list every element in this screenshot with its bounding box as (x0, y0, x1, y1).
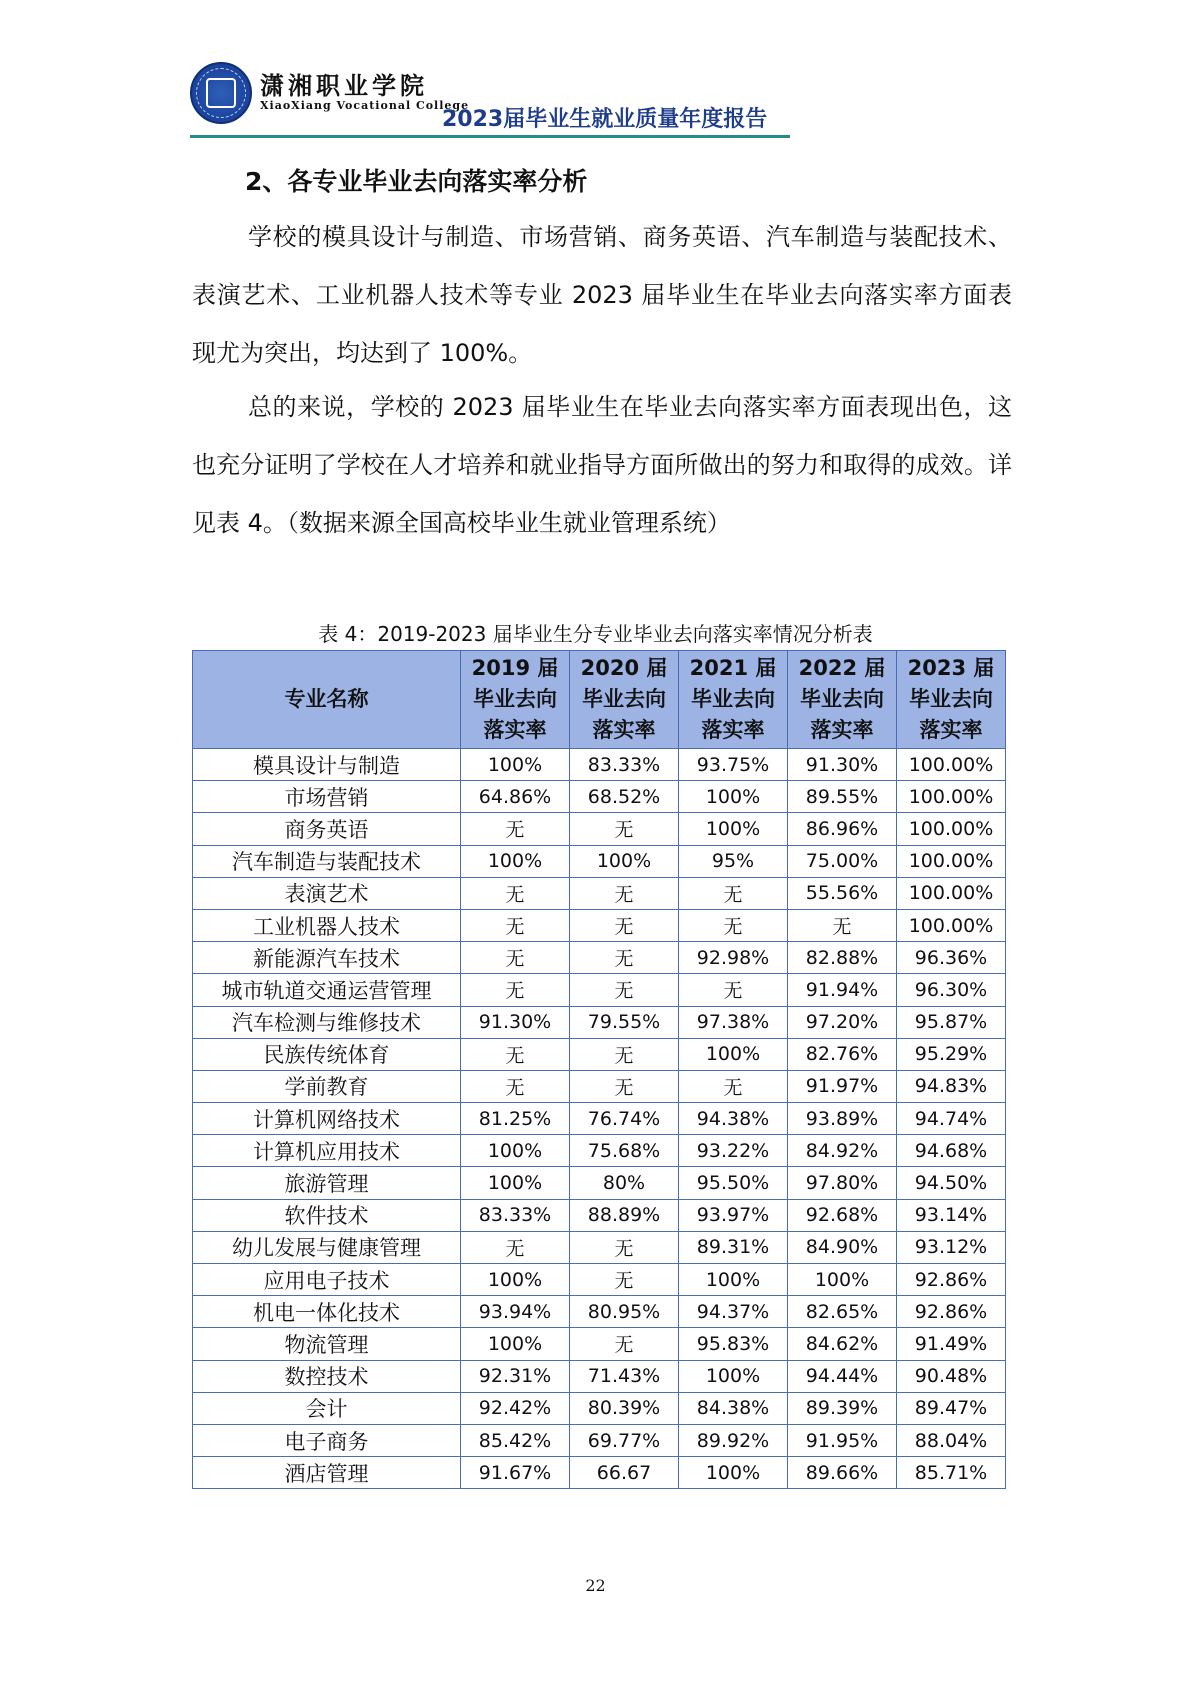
header-2020: 2020 届毕业去向落实率 (570, 651, 679, 749)
rate-cell: 95.83% (679, 1328, 788, 1360)
rate-cell: 94.37% (679, 1296, 788, 1328)
table-row (193, 781, 1006, 813)
rate-cell: 无 (570, 1038, 679, 1070)
table-row (193, 1006, 1006, 1038)
rate-cell: 94.74% (897, 1103, 1006, 1135)
major-name-cell: 民族传统体育 (193, 1038, 461, 1070)
table-row (193, 1264, 1006, 1296)
table-row (193, 749, 1006, 781)
table-row (193, 1135, 1006, 1167)
page-header (190, 58, 790, 138)
rate-cell: 100.00% (897, 877, 1006, 909)
rate-cell: 92.68% (788, 1199, 897, 1231)
table-row (193, 1360, 1006, 1392)
rate-cell: 91.94% (788, 974, 897, 1006)
rate-cell: 89.55% (788, 781, 897, 813)
rate-cell: 100.00% (897, 749, 1006, 781)
rate-cell: 76.74% (570, 1103, 679, 1135)
major-name-cell: 城市轨道交通运营管理 (193, 974, 461, 1006)
paragraph-1: 学校的模具设计与制造、市场营销、商务英语、汽车制造与装配技术、表演艺术、工业机器人技术等专业 2023 届毕业生在毕业去向落实率方面表现尤为突出，均达到了 100%。 (192, 223, 1012, 367)
rate-cell: 81.25% (461, 1103, 570, 1135)
rate-cell: 92.98% (679, 942, 788, 974)
rate-cell: 75.68% (570, 1135, 679, 1167)
rate-cell: 93.75% (679, 749, 788, 781)
rate-cell: 91.30% (788, 749, 897, 781)
college-logo-icon (190, 62, 252, 124)
rate-cell: 无 (570, 1264, 679, 1296)
rate-cell: 100% (461, 1264, 570, 1296)
school-name-cn: 潇湘职业学院 (260, 71, 428, 100)
rate-cell: 91.97% (788, 1070, 897, 1102)
paragraph-2: 总的来说，学校的 2023 届毕业生在毕业去向落实率方面表现出色，这也充分证明了学校在人才培养和就业指导方面所做出的努力和取得的成效。详见表 4。（数据来源全国高校毕业生就业管理系统） (192, 393, 1012, 537)
rate-cell: 68.52% (570, 781, 679, 813)
rate-cell: 66.67 (570, 1457, 679, 1489)
rate-cell: 84.90% (788, 1231, 897, 1263)
rate-cell: 89.31% (679, 1231, 788, 1263)
rate-cell: 无 (679, 974, 788, 1006)
rate-cell: 82.76% (788, 1038, 897, 1070)
table-row (193, 1231, 1006, 1263)
rate-cell: 83.33% (461, 1199, 570, 1231)
table-row (193, 845, 1006, 877)
rate-cell: 69.77% (570, 1424, 679, 1456)
table-row (193, 1457, 1006, 1489)
table-row (193, 1103, 1006, 1135)
rate-cell: 55.56% (788, 877, 897, 909)
major-name-cell: 工业机器人技术 (193, 909, 461, 941)
rate-cell: 无 (679, 1070, 788, 1102)
table-caption: 表 4：2019-2023 届毕业生分专业毕业去向落实率情况分析表 (318, 622, 873, 646)
major-name-cell: 计算机网络技术 (193, 1103, 461, 1135)
major-name-cell: 旅游管理 (193, 1167, 461, 1199)
rate-cell: 92.86% (897, 1296, 1006, 1328)
rate-cell: 92.31% (461, 1360, 570, 1392)
rate-cell: 无 (461, 909, 570, 941)
rate-cell: 无 (788, 909, 897, 941)
rate-cell: 无 (570, 909, 679, 941)
rate-cell: 97.20% (788, 1006, 897, 1038)
rate-cell: 无 (570, 1328, 679, 1360)
rate-cell: 75.00% (788, 845, 897, 877)
school-name-en: XiaoXiang Vocational College (260, 99, 470, 112)
header-2019: 2019 届毕业去向落实率 (461, 651, 570, 749)
rate-cell: 无 (461, 813, 570, 845)
major-name-cell: 幼儿发展与健康管理 (193, 1231, 461, 1263)
rate-cell: 无 (570, 974, 679, 1006)
rate-cell: 93.97% (679, 1199, 788, 1231)
rate-cell: 95.87% (897, 1006, 1006, 1038)
rate-cell: 无 (570, 942, 679, 974)
rate-cell: 无 (461, 1038, 570, 1070)
table-row (193, 1296, 1006, 1328)
major-name-cell: 酒店管理 (193, 1457, 461, 1489)
rate-cell: 97.38% (679, 1006, 788, 1038)
table-row (193, 974, 1006, 1006)
rate-cell: 94.68% (897, 1135, 1006, 1167)
rate-cell: 无 (461, 974, 570, 1006)
header-2022: 2022 届毕业去向落实率 (788, 651, 897, 749)
rate-cell: 89.47% (897, 1392, 1006, 1424)
major-name-cell: 市场营销 (193, 781, 461, 813)
header-2023: 2023 届毕业去向落实率 (897, 651, 1006, 749)
table-row (193, 1392, 1006, 1424)
rate-cell: 71.43% (570, 1360, 679, 1392)
rate-cell: 94.83% (897, 1070, 1006, 1102)
rate-cell: 89.39% (788, 1392, 897, 1424)
major-name-cell: 计算机应用技术 (193, 1135, 461, 1167)
rate-cell: 无 (461, 1070, 570, 1102)
rate-cell: 85.71% (897, 1457, 1006, 1489)
major-name-cell: 模具设计与制造 (193, 749, 461, 781)
rate-cell: 无 (570, 877, 679, 909)
table-row (193, 1424, 1006, 1456)
logo-emblem (206, 78, 236, 108)
rate-cell: 100.00% (897, 909, 1006, 941)
table-header-row (193, 651, 1006, 749)
rate-cell: 95% (679, 845, 788, 877)
rate-cell: 85.42% (461, 1424, 570, 1456)
rate-cell: 无 (570, 813, 679, 845)
header-major: 专业名称 (193, 651, 461, 749)
rate-cell: 100% (679, 1038, 788, 1070)
rate-cell: 82.88% (788, 942, 897, 974)
rate-cell: 89.92% (679, 1424, 788, 1456)
rate-cell: 82.65% (788, 1296, 897, 1328)
table-row (193, 1070, 1006, 1102)
rate-cell: 无 (461, 942, 570, 974)
rate-cell: 79.55% (570, 1006, 679, 1038)
table-row (193, 942, 1006, 974)
major-name-cell: 学前教育 (193, 1070, 461, 1102)
rate-cell: 91.67% (461, 1457, 570, 1489)
rate-cell: 100% (461, 1135, 570, 1167)
table-row (193, 813, 1006, 845)
rate-cell: 84.92% (788, 1135, 897, 1167)
rate-cell: 无 (461, 1231, 570, 1263)
rate-cell: 86.96% (788, 813, 897, 845)
rate-cell: 93.89% (788, 1103, 897, 1135)
rate-cell: 无 (570, 1070, 679, 1102)
page-number: 22 (585, 1576, 606, 1595)
rate-cell: 92.86% (897, 1264, 1006, 1296)
major-name-cell: 应用电子技术 (193, 1264, 461, 1296)
rate-cell: 无 (570, 1231, 679, 1263)
rate-cell: 88.04% (897, 1424, 1006, 1456)
rate-cell: 93.22% (679, 1135, 788, 1167)
rate-cell: 89.66% (788, 1457, 897, 1489)
table-row (193, 877, 1006, 909)
rate-cell: 94.38% (679, 1103, 788, 1135)
rate-cell: 88.89% (570, 1199, 679, 1231)
rate-cell: 80.95% (570, 1296, 679, 1328)
rate-cell: 100.00% (897, 781, 1006, 813)
rate-cell: 96.36% (897, 942, 1006, 974)
rate-cell: 100% (461, 1167, 570, 1199)
rate-cell: 95.50% (679, 1167, 788, 1199)
table-row (193, 909, 1006, 941)
header-2021: 2021 届毕业去向落实率 (679, 651, 788, 749)
rate-cell: 100% (461, 749, 570, 781)
table-row (193, 1167, 1006, 1199)
rate-cell: 95.29% (897, 1038, 1006, 1070)
rate-cell: 100% (679, 1457, 788, 1489)
rate-cell: 92.42% (461, 1392, 570, 1424)
rate-cell: 100% (570, 845, 679, 877)
rate-cell: 100% (788, 1264, 897, 1296)
rate-cell: 100% (679, 1360, 788, 1392)
rate-cell: 100% (679, 1264, 788, 1296)
rate-cell: 100% (679, 813, 788, 845)
major-name-cell: 数控技术 (193, 1360, 461, 1392)
report-title: 2023届毕业生就业质量年度报告 (442, 107, 768, 132)
rate-cell: 80.39% (570, 1392, 679, 1424)
rate-cell: 100% (461, 1328, 570, 1360)
table-row (193, 1199, 1006, 1231)
rate-cell: 83.33% (570, 749, 679, 781)
rate-cell: 100.00% (897, 845, 1006, 877)
placement-rate-table (192, 650, 1006, 1489)
rate-cell: 93.14% (897, 1199, 1006, 1231)
table-body (193, 749, 1006, 1489)
rate-cell: 84.38% (679, 1392, 788, 1424)
rate-cell: 91.95% (788, 1424, 897, 1456)
major-name-cell: 商务英语 (193, 813, 461, 845)
rate-cell: 93.94% (461, 1296, 570, 1328)
section-heading: 2、各专业毕业去向落实率分析 (245, 167, 588, 196)
rate-cell: 无 (679, 877, 788, 909)
major-name-cell: 表演艺术 (193, 877, 461, 909)
rate-cell: 100% (461, 845, 570, 877)
major-name-cell: 汽车制造与装配技术 (193, 845, 461, 877)
major-name-cell: 软件技术 (193, 1199, 461, 1231)
rate-cell: 96.30% (897, 974, 1006, 1006)
rate-cell: 91.49% (897, 1328, 1006, 1360)
major-name-cell: 机电一体化技术 (193, 1296, 461, 1328)
rate-cell: 94.50% (897, 1167, 1006, 1199)
rate-cell: 97.80% (788, 1167, 897, 1199)
rate-cell: 100.00% (897, 813, 1006, 845)
table-row (193, 1328, 1006, 1360)
rate-cell: 84.62% (788, 1328, 897, 1360)
rate-cell: 90.48% (897, 1360, 1006, 1392)
table-row (193, 1038, 1006, 1070)
major-name-cell: 汽车检测与维修技术 (193, 1006, 461, 1038)
major-name-cell: 电子商务 (193, 1424, 461, 1456)
rate-cell: 80% (570, 1167, 679, 1199)
major-name-cell: 会计 (193, 1392, 461, 1424)
rate-cell: 64.86% (461, 781, 570, 813)
rate-cell: 94.44% (788, 1360, 897, 1392)
rate-cell: 100% (679, 781, 788, 813)
rate-cell: 91.30% (461, 1006, 570, 1038)
header-divider (190, 135, 790, 138)
rate-cell: 无 (461, 877, 570, 909)
rate-cell: 无 (679, 909, 788, 941)
rate-cell: 93.12% (897, 1231, 1006, 1263)
major-name-cell: 新能源汽车技术 (193, 942, 461, 974)
major-name-cell: 物流管理 (193, 1328, 461, 1360)
